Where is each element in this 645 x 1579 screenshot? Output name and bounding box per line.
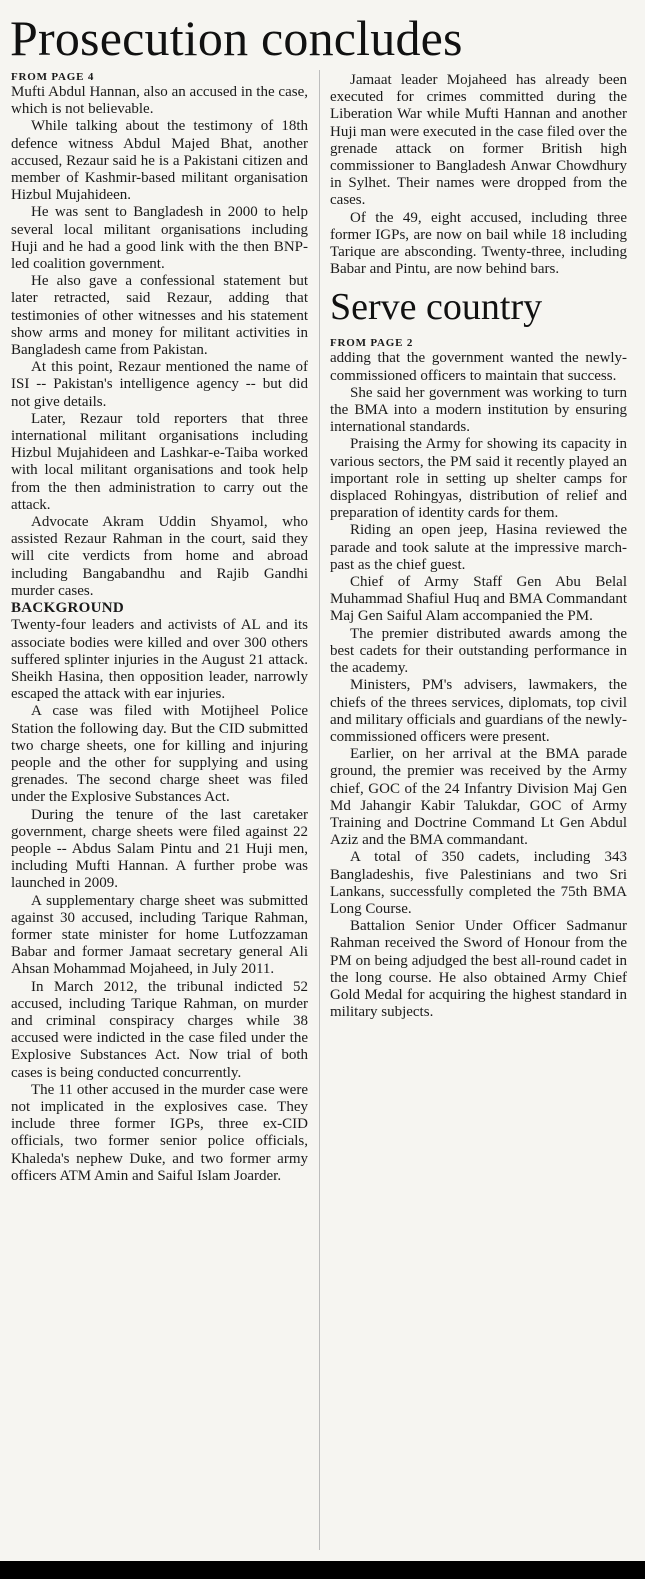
second-article-headline: Serve country — [330, 286, 543, 329]
article-paragraph: While talking about the testimony of 18th defence witness Abdul Majed Bhat, another accused, Rezaur said he is a Pakistani citizen and member of Kashmir-based militant organisation Hizbul Mujahideen. — [11, 118, 308, 204]
article-paragraph: Advocate Akram Uddin Shyamol, who assisted Rezaur Rahman in the court, said they will cite verdicts from home and abroad including Bangabandhu and Rajib Gandhi murder cases. — [11, 514, 308, 599]
jump-kicker: FROM PAGE 4 — [11, 71, 95, 83]
article-paragraph: Of the 49, eight accused, including three former IGPs, are now on bail while 18 including Tarique are absconding. Twenty-three, including Babar and Pintu, are now behind bars. — [330, 209, 627, 278]
section-subhead: BACKGROUND — [11, 600, 125, 617]
article-paragraph: He was sent to Bangladesh in 2000 to help several local militant organisations including Huji and he had a good link with the then BNP-led coalition government. — [11, 204, 308, 273]
column-divider — [319, 70, 320, 1550]
page-bottom-bar — [0, 1561, 645, 1579]
article-paragraph: Mufti Abdul Hannan, also an accused in the case, which is not believable. — [11, 84, 308, 118]
article-paragraph: Later, Rezaur told reporters that three international militant organisations including Hizbul Mujahideen and Lashkar-e-Taiba worked with local militant organisations and took help from the then administration to carry out the attack. — [11, 410, 308, 513]
article-headline: Prosecution concludes — [10, 10, 463, 66]
article-paragraph: adding that the government wanted the newly-commissioned officers to maintain that success. — [330, 350, 627, 384]
article-paragraph: A case was filed with Motijheel Police Station the following day. But the CID submitted two charge sheets, one for killing and injuring people and the other for supplying and using grenades. The second charge sheet was filed under the Explosive Substances Act. — [11, 703, 308, 806]
article-paragraph: The premier distributed awards among the best cadets for their outstanding performance in the academy. — [330, 625, 627, 677]
article-paragraph: He also gave a confessional statement but later retracted, said Rezaur, adding that testimonies of other witnesses and his statement show arms and money for militant activities in Bangladesh came from Pakistan. — [11, 273, 308, 359]
article-column-left — [11, 70, 308, 1185]
article-paragraph: Jamaat leader Mojaheed has already been executed for crimes committed during the Liberation War while Mufti Hannan and another Huji man were executed in the case filed over the grenade attack on former British high commissioner to Bangladesh Anwar Chowdhury in Sylhet. Their names were dropped from the cases. — [330, 72, 627, 209]
article-paragraph: In March 2012, the tribunal indicted 52 accused, including Tarique Rahman, on murder and criminal conspiracy charges while 38 accused were indicted in the case filed under the Explosive Substances Act. Now trial of both cases is being conducted concurrently. — [11, 978, 308, 1081]
article-paragraph: Twenty-four leaders and activists of AL and its associate bodies were killed and over 300 others suffered splinter injuries in the August 21 attack. Sheikh Hasina, then opposition leader, narrowly escaped the attack with ear injuries. — [11, 617, 308, 703]
article-paragraph: A total of 350 cadets, including 343 Bangladeshis, five Palestinians and two Sri Lankans, successfully completed the 75th BMA Long Course. — [330, 849, 627, 917]
article-paragraph: The 11 other accused in the murder case were not implicated in the explosives case. They include three former IGPs, three ex-CID officials, two former senior police officials, Khaleda's nephew Duke, and two former army officers ATM Amin and Saiful Islam Joarder. — [11, 1081, 308, 1184]
article-paragraph: Chief of Army Staff Gen Abu Belal Muhammad Shafiul Huq and BMA Commandant Maj Gen Saiful Alam accompanied the PM. — [330, 574, 627, 625]
article-column-right — [330, 72, 627, 1021]
article-paragraph: Ministers, PM's advisers, lawmakers, the chiefs of the threes services, diplomats, top civil and military officials and guardians of the newly-commissioned officers were present. — [330, 677, 627, 745]
article-paragraph: She said her government was working to turn the BMA into a modern institution by ensuring international standards. — [330, 384, 627, 436]
article-paragraph: During the tenure of the last caretaker government, charge sheets were filed against 22 people -- Abdus Salam Pintu and 21 Huji men, including Mufti Hannan. A further probe was launched in 2009. — [11, 806, 308, 892]
article-paragraph: Earlier, on her arrival at the BMA parade ground, the premier was received by the Army chief, GOC of the 24 Infantry Division Maj Gen Md Jahangir Kabir Talukdar, GOC of Army Training and Doctrine Command Lt Gen Abdul Aziz and the BMA commandant. — [330, 746, 627, 849]
article-paragraph: Praising the Army for showing its capacity in various sectors, the PM said it recently played an important role in setting up shelter camps for displaced Rohingyas, distribution of relief and preparation of identity cards for them. — [330, 436, 627, 522]
article-paragraph: Battalion Senior Under Officer Sadmanur Rahman received the Sword of Honour from the PM on being adjudged the best all-round cadet in the long course. He also obtained Army Chief Gold Medal for acquiring the highest standard in military subjects. — [330, 918, 627, 1021]
article-paragraph: A supplementary charge sheet was submitted against 30 accused, including Tarique Rahman, former state minister for home Lutfozzaman Babar and former Jamaat secretary general Ali Ahsan Mohammad Mojaheed, in July 2011. — [11, 892, 308, 978]
article-paragraph: At this point, Rezaur mentioned the name of ISI -- Pakistan's intelligence agency -- but did not give details. — [11, 359, 308, 410]
article-paragraph: Riding an open jeep, Hasina reviewed the parade and took salute at the impressive march-past as the chief guest. — [330, 522, 627, 573]
jump-kicker: FROM PAGE 2 — [330, 337, 414, 350]
